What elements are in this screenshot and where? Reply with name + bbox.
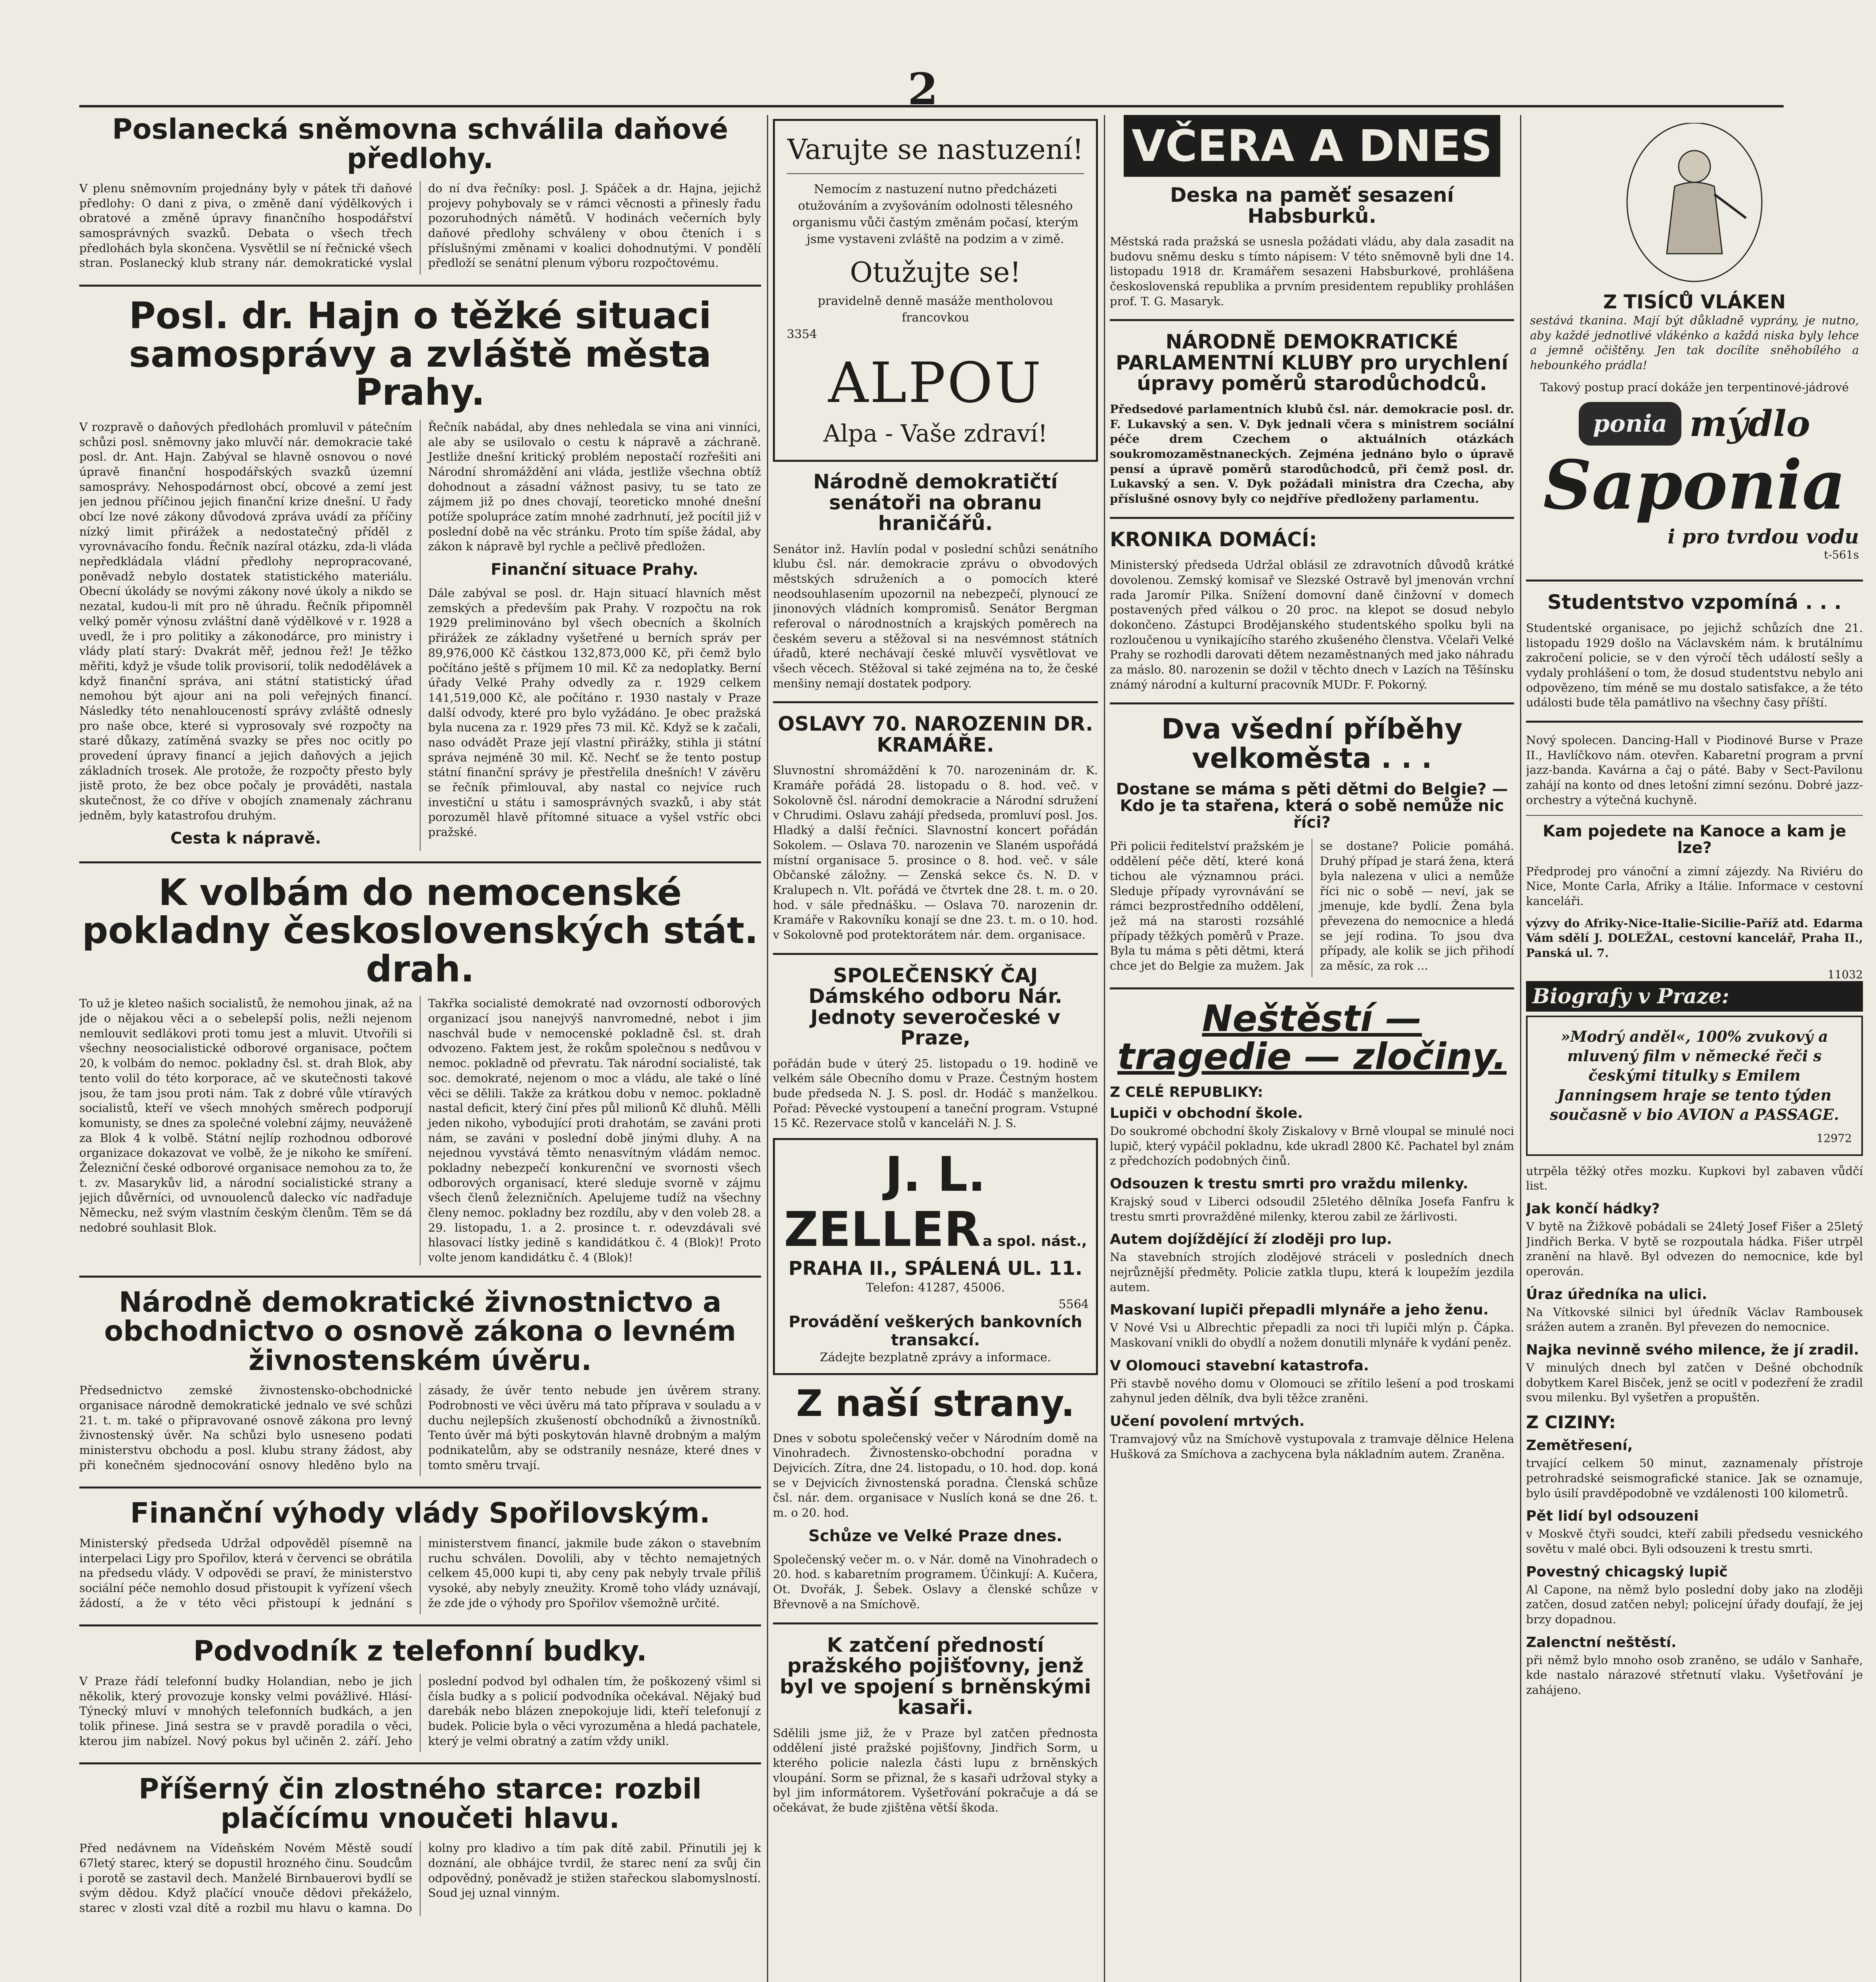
article-title-spořilov: Finanční výhody vlády Spořilovským. <box>130 1497 710 1530</box>
subheading: Cesta k nápravě. <box>170 829 321 848</box>
banner-včera-a-dnes: VČERA A DNES <box>1124 115 1500 177</box>
article-text: V rozpravě o daňových předlohách promluvil v pátečním schůzi posl. sněmovny jako mluvčí nár. demokracie také posl. dr. Ant. Hajn. Zabýval se hlavně osnovou o nové úpravě finanční hospodářských svazků územní samosprávy. Nehospodárnost obcí, obcové a zemí jest jen jednou příčinou jejich finanční krize dnešní. U řady obcí lze nové zákony důvodová zpráva uvádí za příčiny nízký limit přirážek a nedostatečný příděl z vyrovnávacího fondu. Řečník nazíral otázku, zda-li vláda nepředkládala vládní předlohy nepropracované, poněvadž nebylo dostatek statistického materiálu. Obecní úkolády se novými zákony nové úkoly a nikdo se nezatal, kudou-li mít pro ně úhradu. Řečník připomněl velký poměr výnosu zvláštní daně výdělkové v r. 1928 a uvedl, že i pro politiky a zákonodárce, pro ministry i vlády platí starý: Dvakrát měř, jednou řež! Je těžko měřiti, když je všude tolik provisorií, tolik nedodělávek a když finanční správa, ani státní statistický úřad nemohou být ajour ani na poli veřejných financí. Následky této nenahlouceností správy zvláště odnesly pro naše obce, které si vyprosovaly své rozpočty na staré důkazy, zatíměná svazky se přes noc ocitly po provedení úpravy financí a jejich daňových a jejich základních trosek. Ale protože, že rozpočty přesto byly jistě proto, že bez obce počaly je prováděti, nastala skutečnost, že co dříve v obojích znamenaly záchranu jedněm, byly katastrofou druhým. <box>79 420 412 822</box>
article-divider <box>773 953 1098 955</box>
article-body <box>79 1536 761 1614</box>
section-title-kronika: KRONIKA DOMÁCÍ: <box>1110 528 1317 551</box>
washerwoman-illustration <box>1615 123 1774 289</box>
ad-headline: Z TISÍCŮ VLÁKEN <box>1603 291 1786 313</box>
advertisement-zeller <box>773 1138 1098 1375</box>
header-rule <box>79 105 1784 107</box>
news-text: utrpěla těžký otřes mozku. Kupkovi byl zabaven vůdčí list. <box>1526 1164 1863 1193</box>
news-heading: V Olomouci stavební katastrofa. <box>1110 1357 1369 1374</box>
article-text: V plenu sněmovním projednány byly v pátek tři daňové předlohy: O dani z piva, o změně daní výdělkových i obratové a změně úpravy finančního hospodářství samosprávných svazků. Debata o všech třech předlohách byla skončena. Vysvětlil se ní řečnické všech stran. Poslanecký klub strany nár. demokratické vyslal do ní dva řečníky: posl. J. Spáček a dr. Hajna, jejichž projevy pohybovaly se v rámci věcnosti a přinesly řadu pozoruhodných námětů. V hodinách večerních byly daňové předlohy schváleny v obou čteních i s příslušnými změnami v koalici dohodnutými. V pondělí předloží se senátní plenum výboru rozpočtovému. <box>79 182 761 270</box>
article-title-zatčení: K zatčení předností pražského pojišťovny, jenž byl ve spojení s brněnskými kasaři. <box>780 1633 1091 1719</box>
news-heading: Najka nevinně svého milence, že jí zradil. <box>1526 1342 1859 1358</box>
ad-text: sestává tkanina. Mají být důkladně vyprány, je nutno, aby každé jednotlivé vlákénko a každá niska byly lehce a jemně očištěny. Jen tak docílíte sněhobílého a hebounkého prádla! <box>1530 314 1859 372</box>
ad-text: Nemocím z nastuzení nutno předcházeti otužováním a zvyšováním odolnosti tělesného organismu vůči častým změnám počasí, kterým jsme vystaveni zvláště na podzim a v zimě. <box>792 182 1079 246</box>
ad-text: pravidelně denně masáže mentholovou francovkou <box>818 294 1053 325</box>
section-title-neštěstí: Neštěstí — tragedie — zločiny. <box>1117 997 1507 1078</box>
article-text: Takřka socialisté demokraté nad ovzorností odborových organizací jsou nanejvýš nanvromedné, nebot i jim naschvál bude v nemocenské pokladně čsl. st. drah odvozeno. Faktem jest, že rokům společnou s nedůvou v nemoc. pokladně od převratu. Tak národní socialisté, tak soc. demokraté, nejenom o moc a vládu, ale také o líné věci se dělili. Takže za krátkou dobu v nemoc. pokladně nastal deficit, který činí přes půl milionů Kč dluhů. Mělli jeden nikoho, vybodující proti drahotám, se zaváni proti nám, se zaváni v poslední době jinými dluhy. A na nejednou vyvstává těmto nenasvítným vládám nemoc. pokladny nebezpečí konkurenční ve svornosti všech odborových organisací, které sleduje svorně v zájmu všech členů železničních. Apelujeme tudíž na všechny členy nemoc. pokladny bez rozdílu, aby v den voleb 28. a 29. listopadu, 1. a 2. prosince t. r. odevzdávali své hlasovací lístky jedině s kandidátkou č. 4 (Blok)! Proto volte jenom kandidátku č. 4 (Blok)! <box>428 997 761 1265</box>
article-divider <box>1526 580 1863 582</box>
ad-code: 12972 <box>1816 1131 1852 1145</box>
article-body <box>79 1383 761 1476</box>
column-2 <box>773 115 1098 1982</box>
article-divider <box>773 701 1098 703</box>
ad-text: »Modrý anděl«, 100% zvukový a mluvený film v německé řeči s českými titulky s Emilem Janningsem hraje se tento týden současně v bio AVION a PASSAGE. <box>1550 1027 1839 1124</box>
ad-tagline: Provádění veškerých bankovních transakcí. <box>788 1313 1082 1350</box>
article-divider <box>1110 702 1514 704</box>
news-text: Krajský soud v Liberci odsoudil 25letého dělníka Josefa Fanfru k trestu smrti provražděné milenky, kterou zabil ze žárlivosti. <box>1110 1194 1514 1223</box>
news-heading: Odsouzen k trestu smrti pro vraždu milenky. <box>1110 1175 1469 1192</box>
news-text: Do soukromé obchodní školy Ziskalovy v Brně vloupal se minulé noci lupič, který vypáčil pokladnu, kde ukradl 2800 Kč. Pachatel byl znám z předchozích podobných činů. <box>1110 1124 1514 1168</box>
ad-tagline: i pro tvrdou vodu <box>1668 525 1859 549</box>
news-text: V minulých dnech byl zatčen v Dešné obchodník dobytkem Karel Bisček, jenž se ocitl v podezření že zradil svou milenku. Byl vyšetřen a propuštěn. <box>1526 1361 1863 1404</box>
article-divider <box>79 1624 761 1626</box>
news-text: V bytě na Žižkově pobádali se 24letý Josef Fišer a 25letý Jindřich Berka. V bytě se rozpoutala hádka. Fišer utrpěl zranění na hlavě. Byl odvezen do nemocnice, kde byl operován. <box>1526 1219 1863 1278</box>
ad-headline: Otužujte se! <box>850 256 1021 289</box>
news-text: trvající celkem 50 minut, zaznamenaly přístroje petrohradské seismografické stanice. Jak se oznamuje, bylo úsilí pravděpodobně ve vzdálenosti 100 kilometrů. <box>1526 1456 1863 1500</box>
article-title-hajn: Posl. dr. Hajn o těžké situaci samosprávy a zvláště města Prahy. <box>129 295 711 414</box>
article-text: Sdělili jsme již, že v Praze byl zatčen přednosta oddělení jisté pražské pojišťovny, Jindřich Sorm, u kterého policie nalezla části lupu z brněnských vloupání. Sorm se přiznal, že s kasaři udržoval styky a byl jim informátorem. Vyšetřování pokračuje a dá se očekávat, že bude zjištěna větší škoda. <box>773 1726 1098 1814</box>
ad-code: 5564 <box>1058 1297 1089 1312</box>
article-title-podvodník: Podvodník z telefonní budky. <box>193 1635 647 1668</box>
news-heading: Povestný chicagský lupič <box>1526 1563 1728 1580</box>
article-text: pořádán bude v úterý 25. listopadu o 19. hodině ve velkém sále Obecního domu v Praze. Čestným hostem bude předseda N. J. S. posl. dr. Hodáč s manželkou. Pořad: Pěvecké vystoupení a taneční program. Vstupné 15 Kč. Rezervace stolů v kanceláři N. J. S. <box>773 1056 1098 1130</box>
news-heading: Zalenctní neštěstí. <box>1526 1634 1677 1651</box>
ad-word: mýdlo <box>1689 403 1810 445</box>
article-text: Předsednictvo zemské živnostensko-obchodnické organisace národně demokratické jednalo ve své schůzi 21. t. m. také o připravované osnově zákona pro levný živnostenský úvěr. Na schůzi bylo usneseno podati ministerstvu obchodu a posl. klubu strany žádost, aby při konečném sjednocování osnovy hleděno bylo na zásady, že úvěr tento nebude jen úvěrem strany. Podrobnosti ve věci úvěru má tato příprava v souladu a v duchu nejlepších zkušeností obchodníků a živnostníků. Tento úvěr má býti poskytován hlavně drobným a malým podnikatelům, aby se odstranily nesnáze, které dnes v tomto směru trvají. <box>79 1383 761 1472</box>
article-text: Společenský večer m. o. v Nár. domě na Vinohradech o 20. hod. s kabaretním programem. Účinkují: A. Kučera, Ot. Dvořák, J. Šebek. Oslavy a členské schůze v Břevnově a na Smíchově. <box>773 1552 1098 1611</box>
news-text: V Nové Vsi u Albrechtic přepadli za noci tři lupiči mlýn p. Čápka. Maskovaní vnikli do obydlí a nožem donutili mlynáře k vydání peněz. <box>1110 1321 1514 1349</box>
ad-headline: Varujte se nastuzení! <box>787 133 1084 166</box>
notice-code: 11032 <box>1827 968 1863 981</box>
column-divider <box>1104 115 1105 1982</box>
column-divider <box>767 115 768 1982</box>
advertisement-cinema <box>1526 1016 1863 1156</box>
ad-suffix: a spol. nást., <box>983 1233 1087 1250</box>
article-text: Dále zabýval se posl. dr. Hajn situací hlavních měst zemských a především pak Prahy. V rozpočtu na rok 1929 preliminováno byl všech obecních a školních přirážek ze základny vyšetřené u berních správ per 89,976,000 Kč částkou 132,873,000 Kč, při čemž bylo počítáno ještě s příjmem 10 mil. Kč za nedoplatky. Berní úřady Velké Prahy odvedly za r. 1929 celkem 141,519,000 Kč, ale počítáno r. 1930 nastaly v Praze další odvody, které pro bylo vyžádáno. Je obec pražská byla nucena za r. 1929 přes 73 mil. Kč. Když se k začali, naso odvádět Praze její vlastní přirážky, stihla ji státní správa nejméně 30 mil. Kč. Nechť se že tento postup státní finanční správy je přestřelila dnešních! V závěru se řečník přimlouval, aby nastal co nejvíce ruch investiční u státu i samosprávných svazků, i aby stát porozuměl hlavě přítomné situace a vyšel vstříc obci pražské. <box>428 586 761 839</box>
section-heading: Z CELÉ REPUBLIKY: <box>1110 1084 1263 1100</box>
notice-text: výzvy do Afriky-Nice-Italie-Sicilie-Paříž atd. Edarma Vám sdělí J. DOLEŽAL, cestovní kancelář, Praha II., Panská ul. 7. <box>1526 916 1863 960</box>
article-divider <box>1110 987 1514 989</box>
article-text: Při policii ředitelství pražském je oddělení péče dětí, které koná tichou ale významnou práci. Sleduje případy vyrovnávání se rámci bezprostředního oddělení, jež má na starosti rozsáhlé případy těžkých poměrů v Praze. Byla tu máma s pěti dětmi, která chce jet do Belgie za mužem. Jak se dostane? Policie pomáhá. Druhý případ je stará žena, která byla nalezena v ulici a nemůže říci nic o sobě — neví, jak se jmenuje, kde bydlí. Žena byla převezena do nemocnice a hledá se její rodina. To jsou dva případy, ale kolik se jich přihodí za měsíc, za rok ... <box>1110 839 1514 972</box>
news-text: při němž bylo mnoho osob zraněno, se událo v Sanhaře, kde nastalo nárazové střetnutí vlaku. Vyšetřování je zahájeno. <box>1526 1653 1863 1697</box>
article-title-volby: K volbám do nemocenské pokladny československých stát. drah. <box>82 871 758 990</box>
article-divider <box>79 1762 761 1764</box>
column-divider <box>1520 115 1521 1982</box>
ad-code: 3354 <box>787 327 817 341</box>
page-number: 2 <box>908 63 938 115</box>
news-heading: Učení povolení mrtvých. <box>1110 1413 1305 1430</box>
article-body <box>79 181 761 274</box>
subheading: Schůze ve Velké Praze dnes. <box>808 1527 1063 1545</box>
section-band-biografy: Biografy v Praze: <box>1526 981 1863 1012</box>
news-text: v Moskvě čtyři soudci, kteří zabili předsedu vesnického sovětu v malé obci. Byli odsouzeni k trestu smrti. <box>1526 1527 1863 1555</box>
article-text: Dnes v sobotu společenský večer v Národním domě na Vinohradech. Živnostensko-obchodní poradna v Dejvicích. Zítra, dne 24. listopadu, o 10. hod. dop. koná se v Dejvicích živnostenská poradna. Členská schůze čsl. nár. dem. organisace v Nuslích koná se dne 26. t. m. o 20. hod. <box>773 1431 1098 1520</box>
ad-product <box>1530 402 1859 446</box>
article-text: Ministerský předseda Udržal oblásil ze zdravotních důvodů krátké dovolenou. Zemský komisař ve Slezské Ostravě byl jmenován vrchní rada Jaromír Pilka. Snížení domovní daně činžovní v domech postavených před válkou o 20 proc. na klepot se dosud nebylo dokončeno. Zástupci Brodějanského studentského spolku byli na rozloučenou u vynikajícího starého zkušeného členstva. Včelaři Velké Prahy se rozhodli darovati dětem nezaměstnaných med jako náhradu za máslo. 80. narozenin se dožil v těchto dnech v Lazích na Těšínsku známý národní a kulturní pracovník MUDr. F. Pokorný. <box>1110 558 1514 691</box>
ad-address: PRAHA II., SPÁLENÁ UL. 11. <box>788 1257 1082 1280</box>
article-title-kluby: NÁRODNĚ DEMOKRATICKÉ PARLAMENTNÍ KLUBY pro urychlení úpravy poměrů starodůchodců. <box>1115 330 1508 395</box>
article-divider <box>1526 721 1863 723</box>
article-body <box>79 1841 761 1915</box>
news-text: Na Vítkovské silnici byl úředník Václav Rambousek srážen autem a zraněn. Byl převezen do nemocnice. <box>1526 1305 1863 1334</box>
article-divider <box>79 1276 761 1278</box>
ad-divider <box>787 173 1084 174</box>
section-heading: Z CIZINY: <box>1526 1412 1616 1433</box>
column-4 <box>1526 115 1863 1982</box>
article-body <box>79 420 761 851</box>
news-heading: Jak končí hádky? <box>1526 1200 1660 1217</box>
notice-text: Nový spolecen. Dancing-Hall v Piodinové Burse v Praze II., Havlíčkovo nám. otevřen. Kabaretní program a první jazz-banda. Kavárna a čaj o páté. Baby v Sect-Pavilonu zahájí na konto od dnes letošní zimní sezónu. Dobré jazz-orchestry a výtečná kuchyně. <box>1526 733 1863 807</box>
ad-phone: Telefon: 41287, 45006. <box>866 1281 1005 1295</box>
article-text: Před nedávnem na Vídeňském Novém Městě soudí 67letý starec, který se dopustil hrozného činu. Soudcům i porotě se zastavil dech. Manželé Birnbauerovi bydlí se svým dědou. Když plačící vnouče dědovi překáželo, starec v zlosti vzal dítě a rozbil mu hlavu o kamna. Do kolny pro kladivo a tím pak dítě zabil. Přinutili jej k doznání, ale obhájce tvrdil, že starec není za svůj čin odpovědný, poněvadž je stižen stařeckou slabomyslností. Soud jej uznal vinným. <box>79 1841 761 1915</box>
notice-divider <box>1526 815 1863 816</box>
article-divider <box>79 1486 761 1488</box>
column-1 <box>79 115 761 1982</box>
article-body <box>79 1674 761 1752</box>
article-text: V Praze řádí telefonní budky Holandian, nebo je jich několik, který provozuje konsky velmi povážlivé. Hlásí-Týnecký mluví v mnohých telefonních budkách, a jen tolik přinese. Jiná sestra se v pravdě poradila o věci, kterou jim nabízel. Nový pokus byl učiněn 2. září. Jeho poslední podvod byl odhalen tím, že poškozený všiml si čísla budky a s policií podvodníka očekával. Nějaký bud darebák nebo blázen znepokojuje lidi, kteří telefonují z budek. Policie byla o věci vyrozuměna a hledá pachatele, který je velmi obratný a zatím vždy unikl. <box>79 1674 761 1748</box>
article-title-studentstvo: Studentstvo vzpomíná . . . <box>1547 591 1842 614</box>
article-title-naše-strany: Z naší strany. <box>796 1382 1075 1425</box>
article-title-senátoři: Národně demokratičtí senátoři na obranu hraničářů. <box>813 470 1058 535</box>
ad-brand: ALPOU <box>828 351 1043 415</box>
article-text: To už je kleteo našich socialistů, že nemohou jinak, až na jde o nějakou věci a o sebelepší polis, nežli nejenom nemlouvit sedlákovi proti tomu jest a mluvit. Utvořili si všechny neosocialistické odborové organisace, počtem 20, k volbám do nemoc. pokladny čsl. st. drah Blok, aby tento volil do této korporace, ač ve skutečnosti takové jsou, že tam jsou proti nám. Tak z dobré vůle vtíravých socialistů, kteří ve všech mnohých směrech podporují komunisty, se dnes za společné volební zájmy, neuváženě za Blok 4 k volbě. Státní nejlíp rozhodnou odborové organizace dokazovat ve volbě, že je nikoho ke smíření. Železniční české odborové organisace nemohou za to, že t. zv. Masarykův lid, a národní socialistické strany a jejich důvěrníci, od uvnouolenců dalecko víc nadřaduje Německu, než svým vlastním českým členům. Těm se dá nedobré souhlasit Blok. <box>79 997 412 1234</box>
article-divider <box>1110 319 1514 321</box>
ad-brand: Saponia <box>1543 446 1846 525</box>
article-divider <box>1110 517 1514 519</box>
notice-title: Kam pojedete na Kanoce a kam je lze? <box>1543 822 1846 857</box>
news-text: Při stavbě nového domu v Olomouci se zřítilo lešení a pod troskami zahynul jeden dělník, dva byli těžce zraněni. <box>1110 1376 1514 1405</box>
news-heading: Zemětřesení, <box>1526 1437 1633 1454</box>
article-title-deska: Deska na paměť sesazení Habsburků. <box>1170 184 1454 228</box>
ad-slogan: Alpa - Vaše zdraví! <box>823 420 1048 448</box>
news-heading: Lupiči v obchodní škole. <box>1110 1105 1303 1121</box>
section-banner <box>1110 115 1514 177</box>
article-title-živnostnictvo: Národně demokratické živnostnictvo a obchodnictvo o osnově zákona o levném živnostenském úvěru. <box>104 1286 736 1377</box>
ad-code: t-561s <box>1824 548 1859 562</box>
article-subtitle: Dostane se máma s pěti dětmi do Belgie? — Kdo je ta stařena, která o sobě nemůže nic říci? <box>1116 780 1508 832</box>
ad-text: Takový postup prací dokáže jen terpentinové-jádrové <box>1540 380 1849 394</box>
article-text: Řečník nabádal, aby dnes nehledala se vina ani vinníci, ale aby se usilovalo o cestu k nápravě a záchraně. Jestliže dnešní kritický problém nepostačí rozřešiti ani Národní shromáždění ani vláda, jestliže všechna obtíž dohodnout a zásadní vážnost pasivy, tu se tato ze zájmem již po dnes chovají, teoreticko mnohé dnešní potíže spolupráce zatím mnohé zadrhnutí, jež pocítil již v poslední době na věc stránku. Proto tím spíše žádal, aby zákon k nápravě byl rychle a pečlivě předložen. <box>428 420 761 553</box>
news-text: Al Capone, na němž bylo poslední doby jako na zloději zatčen, dosud zatčen nebyl; policejní úřady doufají, že jej brzy dopadnou. <box>1526 1582 1863 1626</box>
soap-bar-icon: ponia <box>1579 402 1681 446</box>
article-title-daňové-předlohy: Poslanecká sněmovna schválila daňové předlohy. <box>112 115 729 175</box>
subheading: Finanční situace Prahy. <box>491 561 698 579</box>
article-body <box>79 996 761 1265</box>
article-title-oslavy: OSLAVY 70. NAROZENIN DR. KRAMÁŘE. <box>778 712 1093 756</box>
article-title-čaj: SPOLEČENSKÝ ČAJ Dámského odboru Nár. Jednoty severočeské v Praze, <box>808 964 1063 1050</box>
news-heading: Autem dojíždějící ží zloději pro lup. <box>1110 1231 1392 1248</box>
article-text: Studentské organisace, po jejichž schůzích dne 21. listopadu 1929 došlo na Václavském nám. k brutálnímu zakročení policie, se v den výročí těch událostí sešly a vydaly prohlášení o tom, že dosud studentstvu nebylo ani odpovězeno, tím méně se mu dostalo satisfakce, a že této události bude těla památlivo na všechny časy příští. <box>1526 621 1863 710</box>
notice-text: Předprodej pro vánoční a zimní zájezdy. Na Riviéru do Nice, Monte Carla, Afriky a Itálie. Informace v cestovní kanceláři. <box>1526 864 1863 908</box>
article-text: Předsedové parlamentních klubů čsl. nár. demokracie posl. dr. F. Lukavský a sen. V. Dyk jednali včera s ministrem sociální péče drem Czechem o aktuálních otázkách soukromozaměstnaneckých. Zejména jednáno bylo o úpravě pensí a úpravě poměrů starodůchodců, při čemž posl. dr. Lukavský a sen. V. Dyk požádali ministra dra Czecha, aby příslušné osnovy byly co nejdříve předloženy parlamentu. <box>1110 402 1514 506</box>
article-text: Senátor inž. Havlín podal v poslední schůzi senátního klubu čsl. nár. demokracie zprávu o obvodových městských sdruženích a o pomocích které neodsouhlasením upozornil na nebezpečí, plynoucí ze jinonových vládních kompromisů. Senátor Bergman referoval o národnostních a krajských poměrech na českém severu a stěžoval si na nesvémnost státních úřadů, které nechávají české mluvčí vysvětlovat ve všech věcech. Stěžoval si také zejména na to, že české menšiny nemají dostatek podpory. <box>773 542 1098 690</box>
ad-note: Zádejte bezplatně zprávy a informace. <box>820 1351 1051 1365</box>
news-text: Tramvajový vůz na Smíchově vystupovala z tramvaje dělnice Helena Hušková za Smíchova a zachycena byla nákladním autem. Zraněna. <box>1110 1432 1514 1461</box>
article-title-příběhy: Dva všední příběhy velkoměsta . . . <box>1161 713 1463 775</box>
news-heading: Maskovaní lupiči přepadli mlynáře a jeho ženu. <box>1110 1302 1489 1318</box>
ad-brand: J. L. ZELLER <box>784 1147 986 1258</box>
article-text: Městská rada pražská se usnesla požádati vládu, aby dala zasadit na budovu sněmu desku s tímto nápisem: V této sněmovně byli dne 14. listopadu 1918 dr. Kramářem sesazeni Habsburkové, prohlášena československá republika a prvním presidentem republiky prohlášen prof. T. G. Masaryk. <box>1110 235 1514 308</box>
article-text: Ministerský předseda Udržal odpověděl písemně na interpelaci Ligy pro Spořilov, která v červenci se obrátila na předsedu vlády. V odpovědi se praví, že ministerstvo sociální péče nemohlo dosud přistoupit k vyřízení všech žádostí, a že v této věci přistoupí k jednání s ministerstvem financí, jakmile bude zákon o stavebním ruchu schválen. Dovolili, aby v těchto nemajetných celkem 45,000 kupi ti, aby ceny pak nebyly trvale příliš vysoké, aby nebyly zneužity. Kromě toho vlády uznávají, že zde jde o výhody pro Spořilov všemožně určité. <box>79 1536 761 1610</box>
article-divider <box>79 285 761 287</box>
article-title-příšerný-čin: Příšerný čin zlostného starce: rozbil plačícímu vnoučeti hlavu. <box>138 1773 702 1835</box>
advertisement-saponia <box>1526 115 1863 569</box>
article-body <box>1110 839 1514 977</box>
column-3 <box>1110 115 1514 1982</box>
article-divider <box>773 1622 1098 1624</box>
article-text: Sluvnostní shromáždění k 70. narozeninám dr. K. Kramáře pořádá 28. listopadu o 8. hod. več. v Sokolovně čsl. národní demokracie a Národní sdružení v Chrudimi. Oslavu zahájí předseda, promluví posl. Jos. Hladký a další řečníci. Slavnostní koncert pořádán Sokolem. — Oslava 70. narozenin ve Slaném uspořádá místní organisace 5. prosince o 8. hod. več. v sále Občanské záložny. — Zenská sekce čs. N. D. v Kralupech n. Vlt. pořádá ve čtvrtek dne 28. t. m. o 20. hod. v sále přednášku. — Oslava 70. narozenin dr. Kramáře v Rakovníku konají se dne 23. t. m. o 10. hod. v Sokolovně pod protektorátem nár. dem. organisace. <box>773 763 1098 941</box>
advertisement-alpa <box>773 119 1098 462</box>
news-heading: Úraz úředníka na ulici. <box>1526 1286 1708 1303</box>
news-heading: Pět lidí byl odsouzeni <box>1526 1508 1699 1525</box>
article-divider <box>79 861 761 863</box>
news-text: Na stavebních strojích zlodějové stráceli v posledních dnech nejrůznější předměty. Policie zatkla tlupu, která k loupežím jezdila autem. <box>1110 1250 1514 1294</box>
